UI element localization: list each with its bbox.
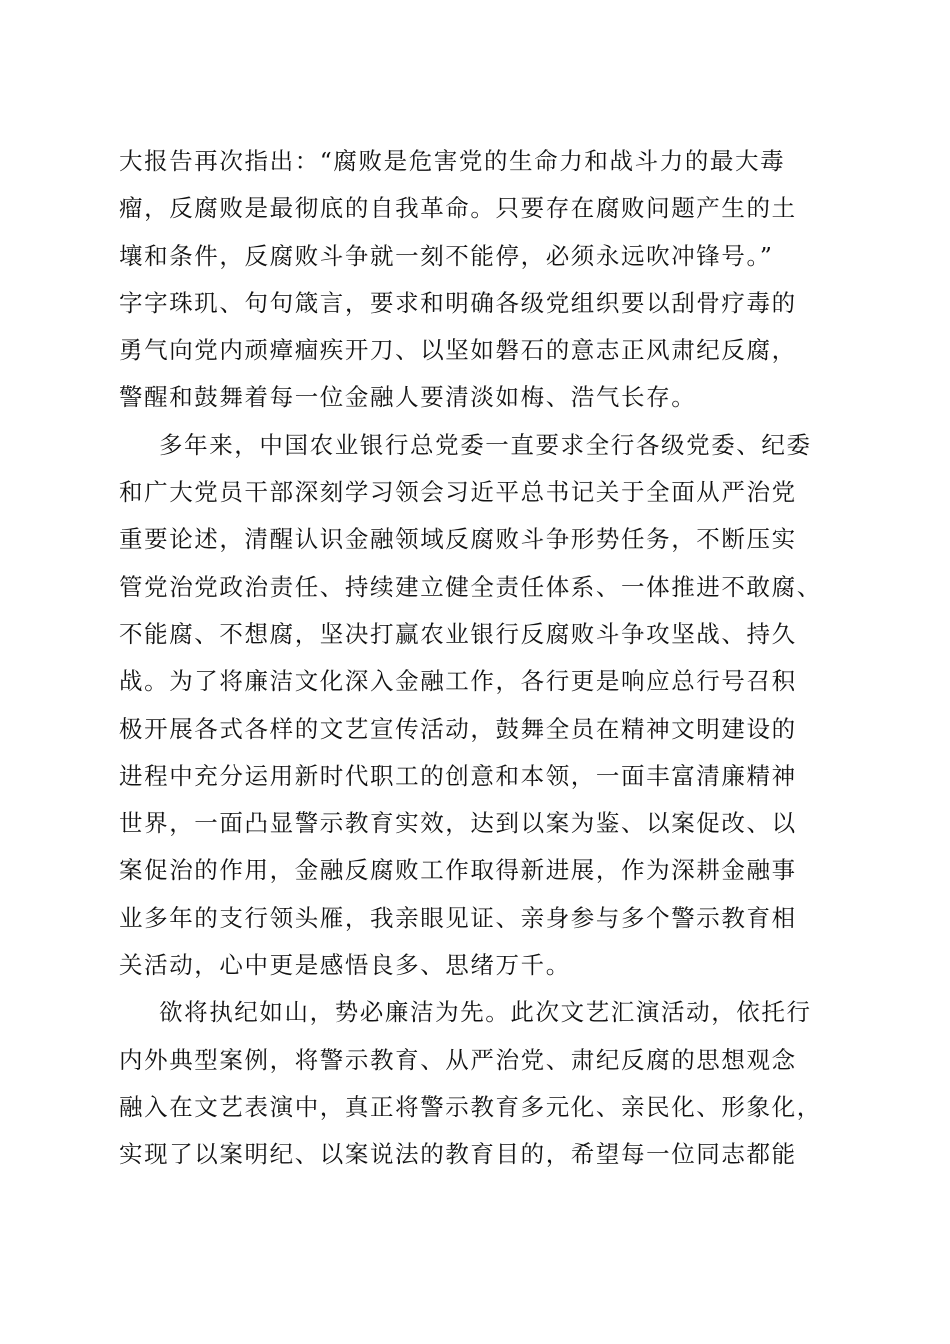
- text-line: 融入在文艺表演中，真正将警示教育多元化、亲民化、形象化，: [119, 1092, 822, 1121]
- text-line: 管党治党政治责任、持续建立健全责任体系、一体推进不敢腐、: [119, 572, 822, 601]
- text-line: 极开展各式各样的文艺宣传活动，鼓舞全员在精神文明建设的: [119, 714, 797, 743]
- text-line: 战。为了将廉洁文化深入金融工作，各行更是响应总行号召积: [119, 667, 797, 696]
- text-line: 壤和条件，反腐败斗争就一刻不能停，必须永远吹冲锋号。”: [119, 241, 774, 270]
- text-line: 关活动，心中更是感悟良多、思绪万千。: [119, 951, 571, 980]
- text-line: 大报告再次指出：“腐败是危害党的生命力和战斗力的最大毒: [119, 147, 786, 175]
- paragraph-first-line: 多年来，中国农业银行总党委一直要求全行各级党委、纪委: [159, 430, 812, 459]
- text-line: 警醒和鼓舞着每一位金融人要清淡如梅、浩气长存。: [119, 383, 697, 412]
- text-line: 不能腐、不想腐，坚决打赢农业银行反腐败斗争攻坚战、持久: [119, 619, 797, 648]
- text-line: 业多年的支行领头雁，我亲眼见证、亲身参与多个警示教育相: [119, 903, 797, 932]
- text-line: 内外典型案例，将警示教育、从严治党、肃纪反腐的思想观念: [119, 1045, 797, 1074]
- text-line: 世界，一面凸显警示教育实效，达到以案为鉴、以案促改、以: [119, 809, 797, 838]
- text-line: 进程中充分运用新时代职工的创意和本领，一面丰富清廉精神: [119, 761, 797, 790]
- text-line: 实现了以案明纪、以案说法的教育目的，希望每一位同志都能: [119, 1140, 797, 1169]
- text-line: 瘤，反腐败是最彻底的自我革命。只要存在腐败问题产生的土: [119, 194, 797, 223]
- text-line: 重要论述，清醒认识金融领域反腐败斗争形势任务，不断压实: [119, 525, 797, 554]
- text-line: 勇气向党内顽瘴痼疾开刀、以坚如磐石的意志正风肃纪反腐，: [119, 336, 797, 365]
- paragraph-first-line: 欲将执纪如山，势必廉洁为先。此次文艺汇演活动，依托行: [159, 998, 812, 1027]
- body-text: [119, 138, 839, 1179]
- text-line: 和广大党员干部深刻学习领会习近平总书记关于全面从严治党: [119, 478, 797, 507]
- text-line: 字字珠玑、句句箴言，要求和明确各级党组织要以刮骨疗毒的: [119, 288, 797, 317]
- text-line: 案促治的作用，金融反腐败工作取得新进展，作为深耕金融事: [119, 856, 797, 885]
